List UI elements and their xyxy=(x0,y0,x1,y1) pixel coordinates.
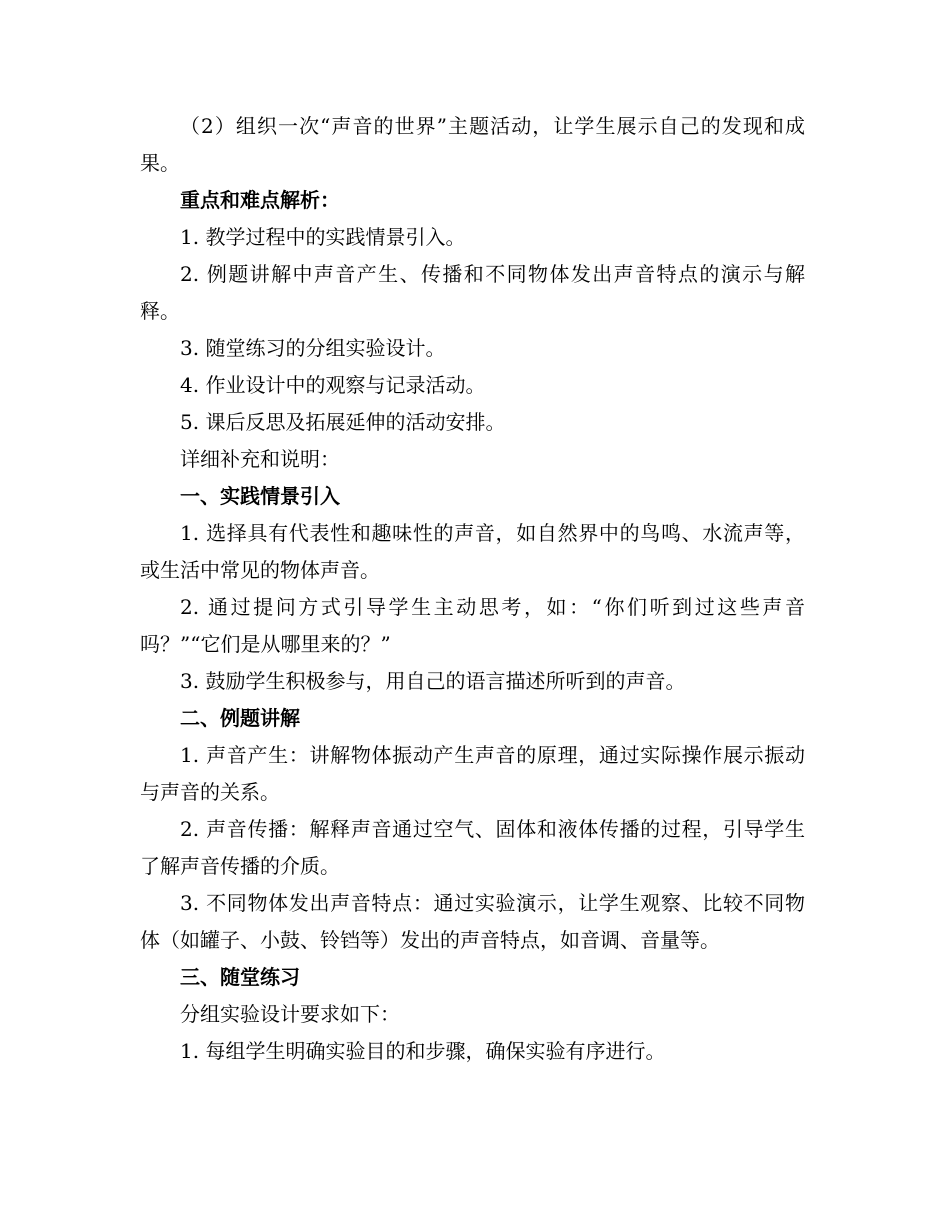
list-item: 1. 教学过程中的实践情景引入。 xyxy=(180,225,466,249)
section-heading-3: 三、随堂练习 xyxy=(180,965,300,989)
list-item: 2. 例题讲解中声音产生、传播和不同物体发出声音特点的演示与解释。 xyxy=(140,262,805,323)
list-item: 3. 随堂练习的分组实验设计。 xyxy=(180,336,446,360)
section-heading-1: 一、实践情景引入 xyxy=(180,484,340,508)
list-item: 2. 声音传播：解释声音通过空气、固体和液体传播的过程，引导学生了解声音传播的介质。 xyxy=(140,817,805,878)
list-item: 1. 选择具有代表性和趣味性的声音，如自然界中的鸟鸣、水流声等，或生活中常见的物体声音。 xyxy=(140,521,805,582)
section-heading-2: 二、例题讲解 xyxy=(180,706,300,730)
paragraph-activity: （2）组织一次“声音的世界”主题活动，让学生展示自己的发现和成果。 xyxy=(140,114,805,175)
list-item: 1. 每组学生明确实验目的和步骤，确保实验有序进行。 xyxy=(180,1039,666,1063)
heading-key-points: 重点和难点解析： xyxy=(180,188,340,212)
list-item: 3. 鼓励学生积极参与，用自己的语言描述所听到的声音。 xyxy=(180,669,686,693)
list-item: 2. 通过提问方式引导学生主动思考，如：“你们听到过这些声音吗？”“它们是从哪里来的？” xyxy=(140,595,805,656)
list-item: 4. 作业设计中的观察与记录活动。 xyxy=(180,373,486,397)
list-item: 3. 不同物体发出声音特点：通过实验演示，让学生观察、比较不同物体（如罐子、小鼓、铃铛等）发出的声音特点，如音调、音量等。 xyxy=(140,891,805,952)
document-body xyxy=(140,108,805,1070)
list-item: 5. 课后反思及拓展延伸的活动安排。 xyxy=(180,410,506,434)
paragraph-details: 详细补充和说明： xyxy=(180,447,340,471)
list-item: 1. 声音产生：讲解物体振动产生声音的原理，通过实际操作展示振动与声音的关系。 xyxy=(140,743,805,804)
paragraph-group-requirements: 分组实验设计要求如下： xyxy=(180,1002,400,1026)
